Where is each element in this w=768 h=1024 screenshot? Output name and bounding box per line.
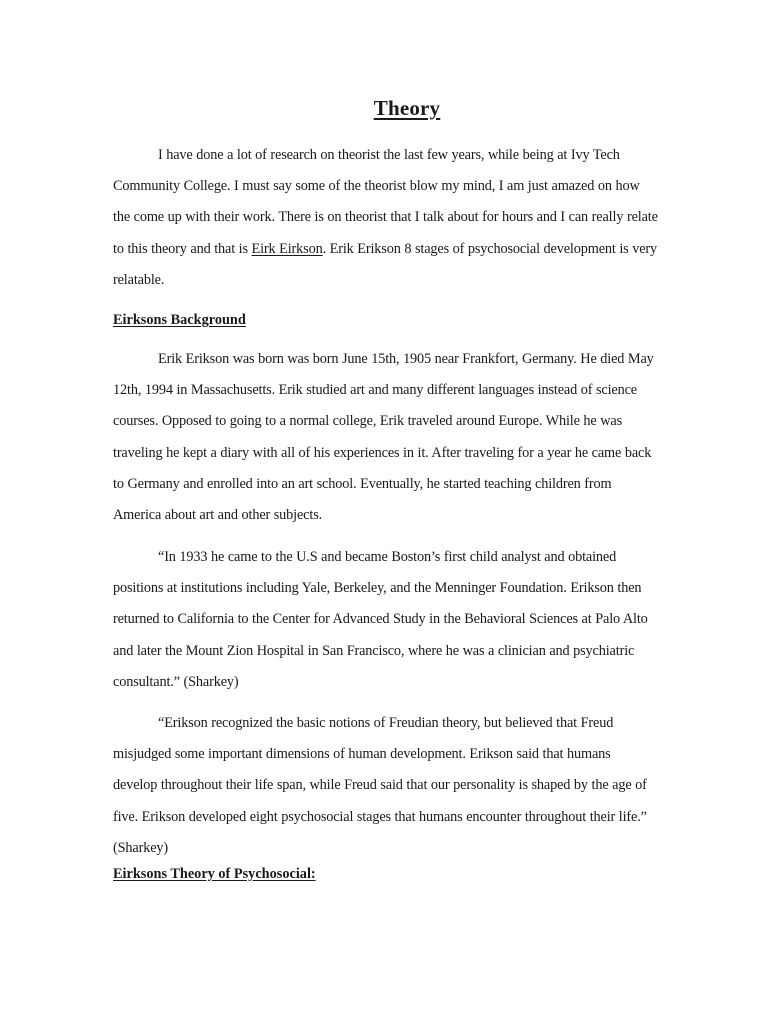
section-heading-theory: Eirksons Theory of Psychosocial: bbox=[113, 866, 316, 882]
underlined-name: Eirk Eirkson bbox=[251, 240, 323, 257]
intro-paragraph bbox=[113, 140, 658, 296]
quote-paragraph-freud: “Erikson recognized the basic notions of Freudian theory, but believed that Freud misjudged some important dimensions of human development. Erikson said that humans develop throughout their life span, while Freud said that our personality is shaped by the age of five. Erikson developed eight psychosocial stages that humans encounter throughout their life.” (Sharkey) bbox=[113, 715, 647, 856]
page-title: Theory bbox=[373, 96, 441, 120]
intro-text-before-link: I have done a lot of research on theorist the last few years, while being at Ivy Tech Community College. I must say some of the theorist blow my mind, I am just amazed on how the come up with their work. There is on theorist that I talk about for hours and I can really relate to this theory and that is bbox=[113, 147, 658, 257]
section-heading-background: Eirksons Background bbox=[113, 312, 246, 328]
quote-paragraph-1933: “In 1933 he came to the U.S and became Boston’s first child analyst and obtained positions at institutions including Yale, Berkeley, and the Menninger Foundation. Erikson then returned to California to the Center for Advanced Study in the Behavioral Sciences at Palo Alto and later the Mount Zion Hospital in San Francisco, where he was a clinician and psychiatric consultant.” (Sharkey) bbox=[113, 549, 648, 690]
background-paragraph: Erik Erikson was born was born June 15th, 1905 near Frankfort, Germany. He died May 12th, 1994 in Massachusetts. Erik studied art and many different languages instead of science courses. Opposed to going to a normal college, Erik traveled around Europe. While he was traveling he kept a diary with all of his experiences in it. After traveling for a year he came back to Germany and enrolled into an art school. Eventually, he started teaching children from America about art and other subjects. bbox=[113, 351, 654, 524]
intro-text-after-link: . Erik Erikson 8 stages of psychosocial development is very relatable. bbox=[113, 240, 658, 288]
